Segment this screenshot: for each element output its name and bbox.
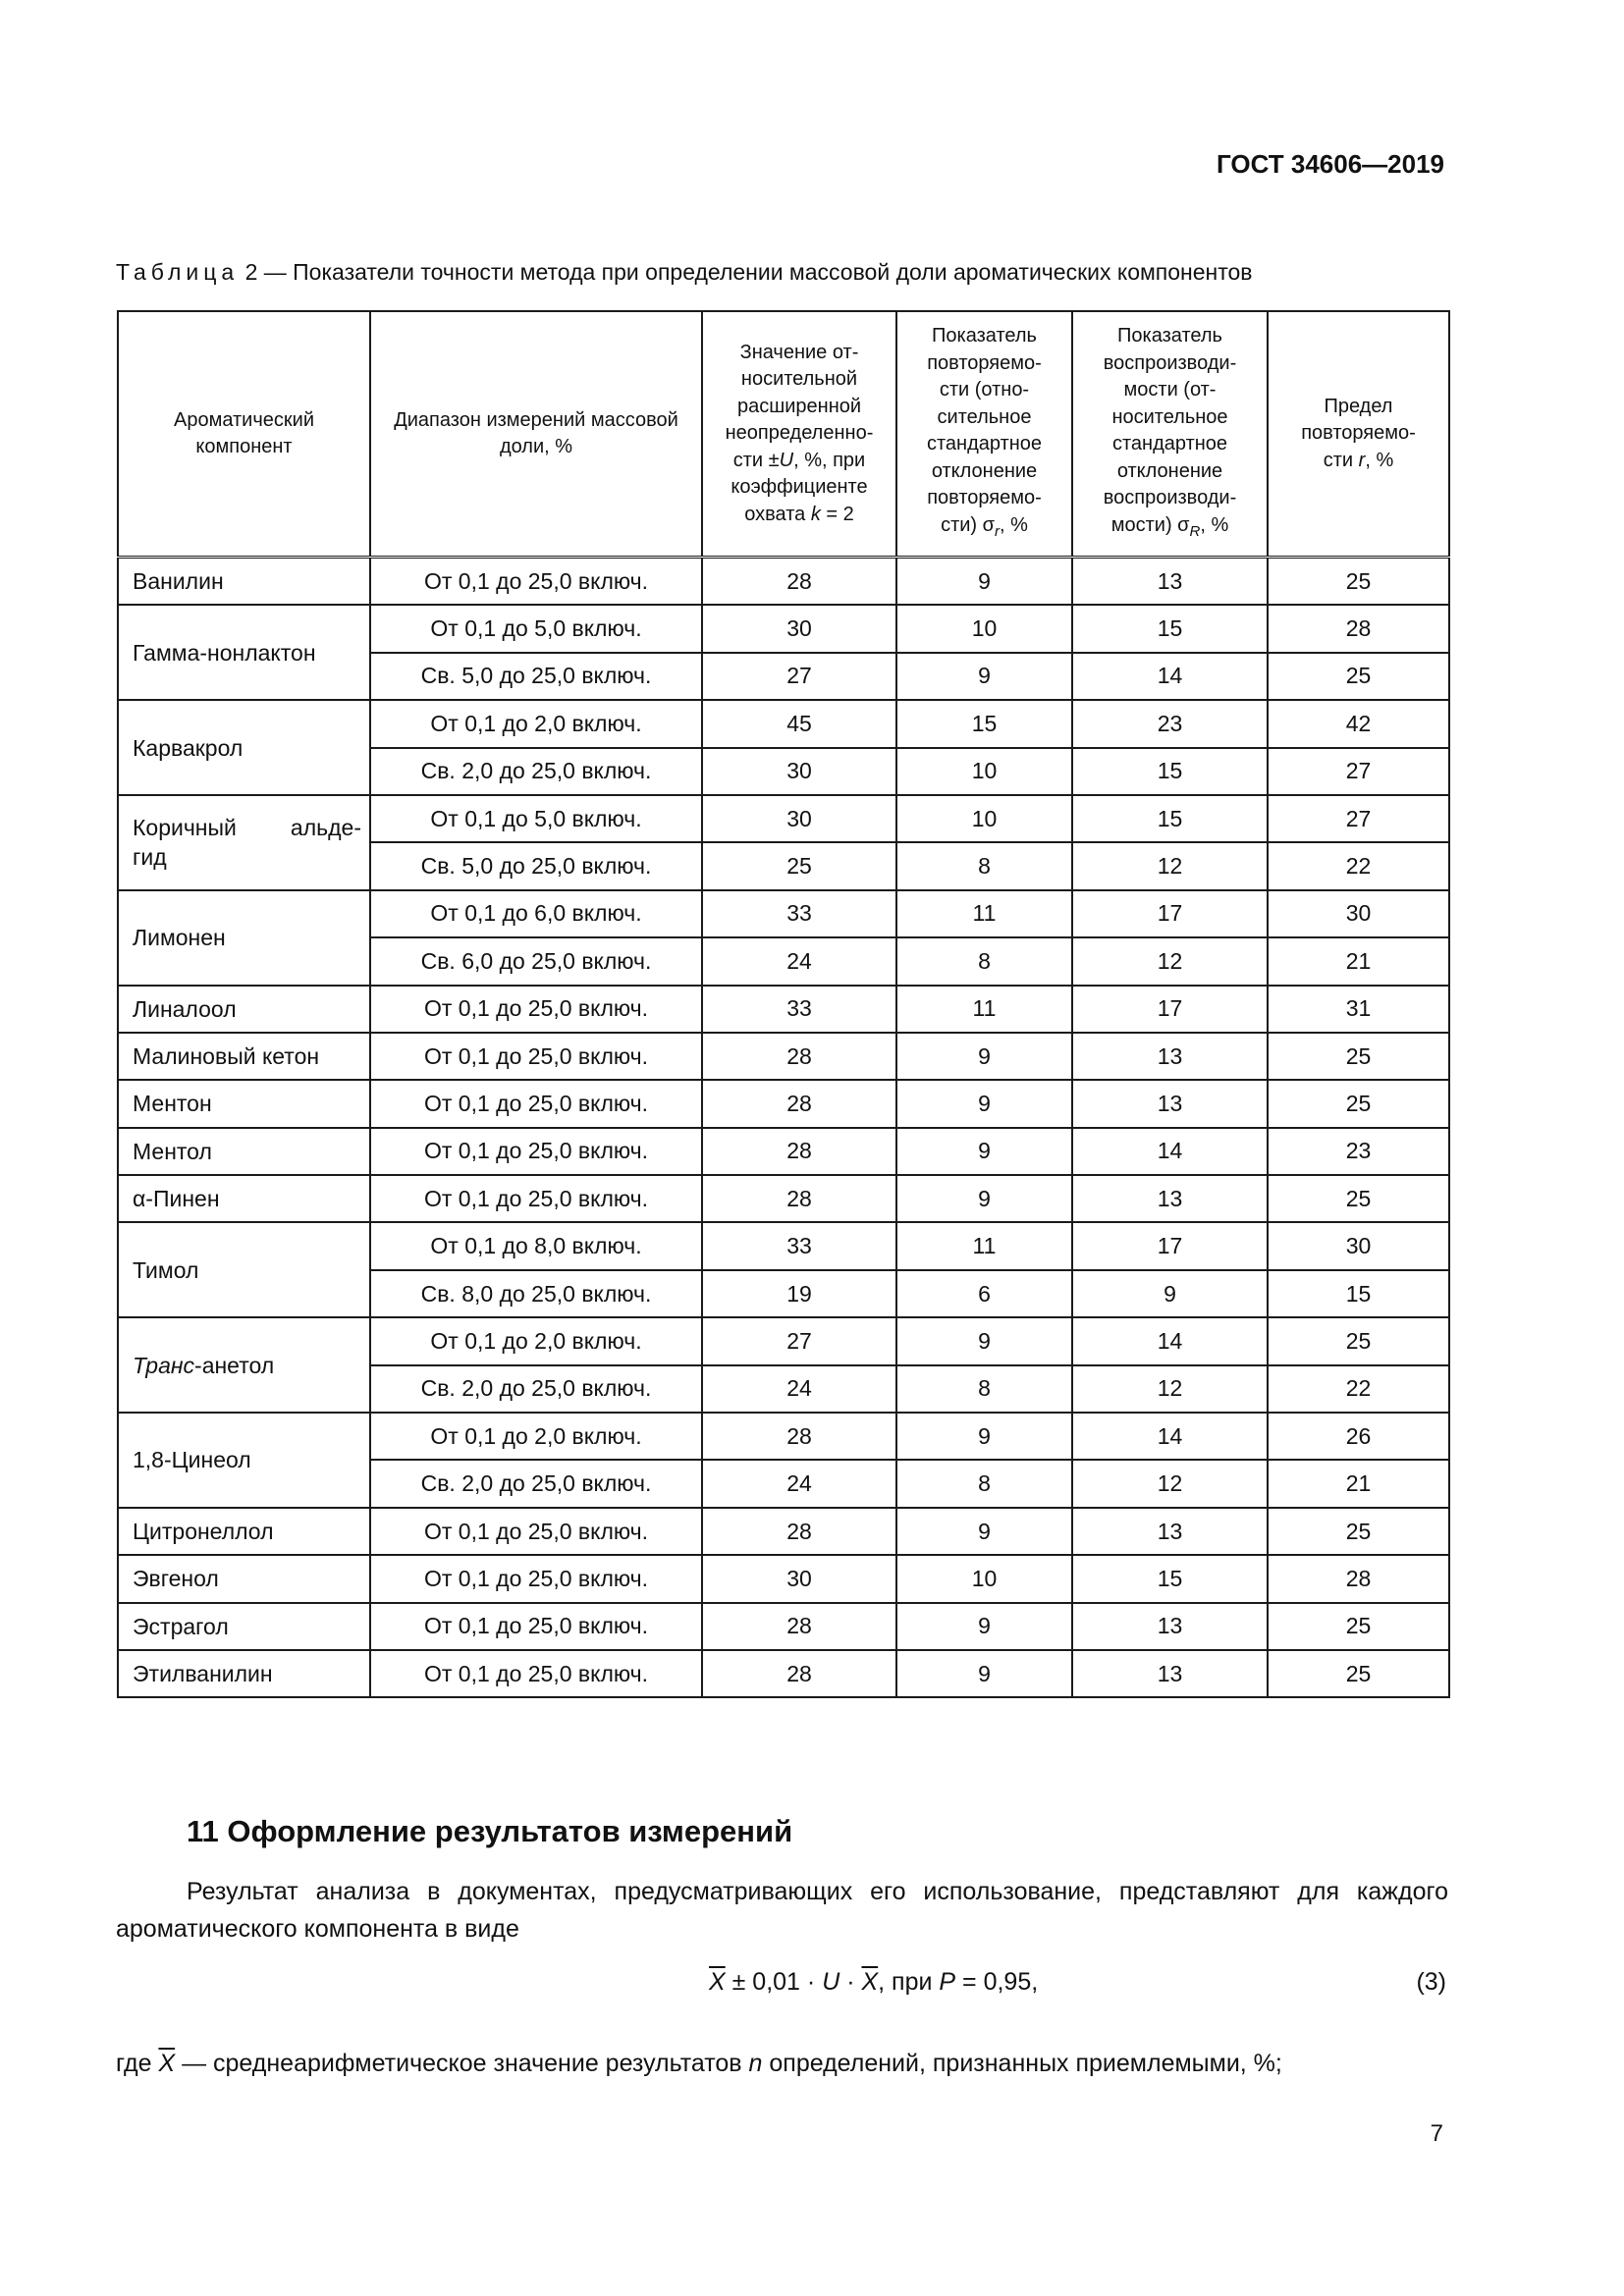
cell-sR: 13 <box>1072 1080 1268 1127</box>
table-row <box>118 1650 1449 1697</box>
cell-sr: 9 <box>896 1317 1072 1364</box>
cell-u: 28 <box>702 1508 896 1555</box>
cell-sR: 9 <box>1072 1270 1268 1317</box>
table-row <box>118 1555 1449 1602</box>
cell-u: 33 <box>702 890 896 937</box>
cell-sr: 8 <box>896 842 1072 889</box>
cell-sR: 17 <box>1072 986 1268 1033</box>
cell-sr: 9 <box>896 1175 1072 1222</box>
cell-sr: 9 <box>896 1603 1072 1650</box>
cell-range: Св. 6,0 до 25,0 включ. <box>370 937 702 985</box>
table-row <box>118 1413 1449 1460</box>
cell-sr: 6 <box>896 1270 1072 1317</box>
cell-range: От 0,1 до 6,0 включ. <box>370 890 702 937</box>
cell-u: 25 <box>702 842 896 889</box>
component-name: Лимонен <box>118 890 370 986</box>
cell-sr: 8 <box>896 937 1072 985</box>
cell-sR: 15 <box>1072 1555 1268 1602</box>
cell-sr: 9 <box>896 1650 1072 1697</box>
cell-u: 30 <box>702 605 896 652</box>
cell-u: 24 <box>702 1460 896 1507</box>
cell-r: 21 <box>1268 937 1449 985</box>
cell-u: 33 <box>702 1222 896 1269</box>
cell-range: От 0,1 до 2,0 включ. <box>370 700 702 747</box>
table-caption-text: 2 — Показатели точности метода при определении массовой доли ароматических компонентов <box>244 259 1253 285</box>
document-id: ГОСТ 34606—2019 <box>1217 149 1444 179</box>
cell-sr: 9 <box>896 653 1072 700</box>
cell-range: Св. 5,0 до 25,0 включ. <box>370 653 702 700</box>
cell-range: Св. 2,0 до 25,0 включ. <box>370 1365 702 1413</box>
component-name: Гамма-нонлактон <box>118 605 370 700</box>
cell-r: 30 <box>1268 1222 1449 1269</box>
cell-r: 22 <box>1268 1365 1449 1413</box>
cell-r: 25 <box>1268 1603 1449 1650</box>
component-name: Линалоол <box>118 986 370 1033</box>
cell-u: 28 <box>702 1080 896 1127</box>
cell-sr: 10 <box>896 605 1072 652</box>
cell-u: 33 <box>702 986 896 1033</box>
cell-sr: 11 <box>896 890 1072 937</box>
cell-r: 28 <box>1268 1555 1449 1602</box>
component-name: Транс-анетол <box>118 1317 370 1413</box>
cell-u: 19 <box>702 1270 896 1317</box>
cell-r: 22 <box>1268 842 1449 889</box>
cell-r: 25 <box>1268 653 1449 700</box>
cell-r: 25 <box>1268 1317 1449 1364</box>
cell-r: 30 <box>1268 890 1449 937</box>
table-row <box>118 558 1449 606</box>
cell-u: 27 <box>702 653 896 700</box>
cell-range: От 0,1 до 8,0 включ. <box>370 1222 702 1269</box>
component-name: Цитронеллол <box>118 1508 370 1555</box>
cell-sr: 8 <box>896 1365 1072 1413</box>
cell-sr: 9 <box>896 1128 1072 1175</box>
cell-range: От 0,1 до 25,0 включ. <box>370 1175 702 1222</box>
cell-range: Св. 8,0 до 25,0 включ. <box>370 1270 702 1317</box>
table-row <box>118 890 1449 937</box>
table-row <box>118 795 1449 842</box>
cell-sR: 13 <box>1072 1508 1268 1555</box>
cell-sR: 14 <box>1072 1413 1268 1460</box>
component-name: α-Пинен <box>118 1175 370 1222</box>
cell-u: 30 <box>702 795 896 842</box>
cell-range: Св. 2,0 до 25,0 включ. <box>370 748 702 795</box>
cell-sR: 12 <box>1072 1365 1268 1413</box>
table-row <box>118 1080 1449 1127</box>
formula-mean: $\overline{X}$ <box>709 1968 726 1996</box>
cell-sR: 17 <box>1072 890 1268 937</box>
accuracy-table <box>117 310 1450 1698</box>
cell-u: 28 <box>702 1175 896 1222</box>
cell-r: 27 <box>1268 795 1449 842</box>
table-row <box>118 1222 1449 1269</box>
cell-sr: 11 <box>896 1222 1072 1269</box>
cell-range: Св. 5,0 до 25,0 включ. <box>370 842 702 889</box>
table-row <box>118 605 1449 652</box>
header-reproducibility: Показатель воспроизводи- мости (от- носительное стандартное отклонение воспроизводи- мости) $\sigma_R$, % <box>1072 311 1268 558</box>
cell-u: 24 <box>702 1365 896 1413</box>
component-name: Этилванилин <box>118 1650 370 1697</box>
cell-sR: 23 <box>1072 700 1268 747</box>
cell-range: От 0,1 до 25,0 включ. <box>370 1650 702 1697</box>
section-title: 11 Оформление результатов измерений <box>187 1814 793 1848</box>
cell-u: 27 <box>702 1317 896 1364</box>
cell-sr: 10 <box>896 795 1072 842</box>
header-range: Диапазон измерений массовой доли, % <box>370 311 702 558</box>
cell-sr: 8 <box>896 1460 1072 1507</box>
cell-range: От 0,1 до 25,0 включ. <box>370 1508 702 1555</box>
cell-sR: 17 <box>1072 1222 1268 1269</box>
cell-sr: 11 <box>896 986 1072 1033</box>
cell-u: 45 <box>702 700 896 747</box>
cell-u: 28 <box>702 1650 896 1697</box>
cell-r: 26 <box>1268 1413 1449 1460</box>
cell-r: 25 <box>1268 558 1449 606</box>
table-row <box>118 1128 1449 1175</box>
cell-sr: 9 <box>896 1508 1072 1555</box>
table-row <box>118 986 1449 1033</box>
cell-sR: 12 <box>1072 937 1268 985</box>
component-name: Ванилин <box>118 558 370 606</box>
cell-range: От 0,1 до 25,0 включ. <box>370 1603 702 1650</box>
cell-sR: 14 <box>1072 653 1268 700</box>
cell-range: От 0,1 до 25,0 включ. <box>370 1033 702 1080</box>
paragraph-result: Результат анализа в документах, предусматривающих его использование, представляют для каждого ароматического компонента в виде <box>116 1878 1448 1943</box>
table-caption-label: Таблица <box>116 259 240 285</box>
equation-number: (3) <box>1416 1968 1446 1996</box>
page-number: 7 <box>1430 2120 1443 2147</box>
cell-u: 28 <box>702 558 896 606</box>
cell-sr: 9 <box>896 1413 1072 1460</box>
formula: $\overline{X} \pm 0,01 \cdot U \cdot \overline{X}$, при P = 0,95, <box>709 1968 1039 1996</box>
cell-sR: 13 <box>1072 1033 1268 1080</box>
cell-sR: 15 <box>1072 795 1268 842</box>
component-name: Тимол <box>118 1222 370 1317</box>
header-limit: Предел повторяемо- сти r, % <box>1268 311 1449 558</box>
cell-range: От 0,1 до 2,0 включ. <box>370 1413 702 1460</box>
cell-sR: 13 <box>1072 1650 1268 1697</box>
paragraph-where: где $\overline{X}$ — среднеарифметическое значение результатов n определений, признанных приемлемыми, %; <box>116 2050 1282 2077</box>
table-row <box>118 1317 1449 1364</box>
cell-r: 25 <box>1268 1080 1449 1127</box>
component-name: Эстрагол <box>118 1603 370 1650</box>
cell-sR: 12 <box>1072 1460 1268 1507</box>
cell-sR: 15 <box>1072 748 1268 795</box>
table-row <box>118 1603 1449 1650</box>
component-name: Карвакрол <box>118 700 370 795</box>
cell-u: 28 <box>702 1128 896 1175</box>
cell-r: 21 <box>1268 1460 1449 1507</box>
cell-range: От 0,1 до 25,0 включ. <box>370 1080 702 1127</box>
header-uncertainty: Значение от- носительной расширенной неопределенно- сти ±U, %, при коэффициенте охвата k = 2 <box>702 311 896 558</box>
header-component: Ароматический компонент <box>118 311 370 558</box>
cell-sr: 10 <box>896 748 1072 795</box>
cell-range: От 0,1 до 5,0 включ. <box>370 605 702 652</box>
table-caption <box>116 259 1253 286</box>
cell-u: 28 <box>702 1033 896 1080</box>
cell-range: От 0,1 до 5,0 включ. <box>370 795 702 842</box>
table-row <box>118 1175 1449 1222</box>
cell-r: 27 <box>1268 748 1449 795</box>
cell-sr: 10 <box>896 1555 1072 1602</box>
component-name: Малиновый кетон <box>118 1033 370 1080</box>
cell-r: 23 <box>1268 1128 1449 1175</box>
cell-sr: 9 <box>896 1033 1072 1080</box>
cell-sr: 15 <box>896 700 1072 747</box>
cell-sR: 13 <box>1072 1175 1268 1222</box>
cell-range: Св. 2,0 до 25,0 включ. <box>370 1460 702 1507</box>
cell-r: 25 <box>1268 1650 1449 1697</box>
cell-u: 28 <box>702 1413 896 1460</box>
cell-u: 30 <box>702 748 896 795</box>
cell-sr: 9 <box>896 1080 1072 1127</box>
cell-u: 30 <box>702 1555 896 1602</box>
component-name: Коричный альде- гид <box>118 795 370 890</box>
cell-r: 31 <box>1268 986 1449 1033</box>
cell-sR: 13 <box>1072 1603 1268 1650</box>
cell-r: 15 <box>1268 1270 1449 1317</box>
cell-range: От 0,1 до 25,0 включ. <box>370 558 702 606</box>
component-name: Ментол <box>118 1128 370 1175</box>
cell-r: 42 <box>1268 700 1449 747</box>
cell-u: 28 <box>702 1603 896 1650</box>
cell-sR: 14 <box>1072 1128 1268 1175</box>
cell-r: 25 <box>1268 1033 1449 1080</box>
component-name: Ментон <box>118 1080 370 1127</box>
table-body <box>118 558 1449 1698</box>
cell-range: От 0,1 до 25,0 включ. <box>370 986 702 1033</box>
cell-r: 28 <box>1268 605 1449 652</box>
table-row <box>118 700 1449 747</box>
cell-sR: 13 <box>1072 558 1268 606</box>
component-name: 1,8-Цинеол <box>118 1413 370 1508</box>
cell-sr: 9 <box>896 558 1072 606</box>
header-repeatability: Показатель повторяемо- сти (отно- сительное стандартное отклонение повторяемо- сти) $\sigma_r$, % <box>896 311 1072 558</box>
cell-range: От 0,1 до 25,0 включ. <box>370 1128 702 1175</box>
table-row <box>118 1033 1449 1080</box>
cell-r: 25 <box>1268 1508 1449 1555</box>
cell-range: От 0,1 до 2,0 включ. <box>370 1317 702 1364</box>
cell-sR: 15 <box>1072 605 1268 652</box>
cell-u: 24 <box>702 937 896 985</box>
table-row <box>118 1508 1449 1555</box>
component-name: Эвгенол <box>118 1555 370 1602</box>
table-header-row <box>118 311 1449 558</box>
cell-sR: 12 <box>1072 842 1268 889</box>
cell-range: От 0,1 до 25,0 включ. <box>370 1555 702 1602</box>
cell-r: 25 <box>1268 1175 1449 1222</box>
cell-sR: 14 <box>1072 1317 1268 1364</box>
